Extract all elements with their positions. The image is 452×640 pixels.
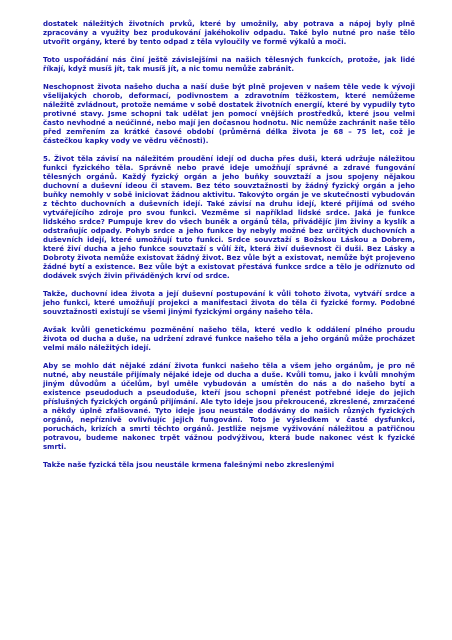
paragraph-8: Takže naše fyzická těla jsou neustále krmena falešnými nebo zkreslenými xyxy=(43,461,335,469)
paragraph-1: dostatek náležitých životních prvků, které by umožnily, aby potrava a nápoj byly plně zpracovány a využity bez produkování jakéhokoliv odpadu. Také bylo nutné pro naše tělo utvořit orgány, které by tento odpad z těla vyloučily ve formě výkalů a moči. xyxy=(43,20,415,46)
paragraph-6: Avšak kvůli genetickému pozměnění našeho těla, které vedlo k oddálení plného proudu života od ducha a duše, na udržení zdravé funkce našeho těla a jeho orgánů může procházet velmi málo náležitých idejí. xyxy=(43,326,415,352)
paragraph-7: Aby se mohlo dát nějaké zdání života funkci našeho těla a všem jeho orgánům, je pro ně nutné, aby neustále přijímaly nějaké ideje od ducha a duše. Kvůli tomu, jako i kvůli mnohým jiným důvodům a účelům, byl uměle vybudován a umístěn do nás a do našeho bytí a existence pseudoduch a pseudoduše, kteří jsou schopni přenést potřebné ideje do jejich příslušných fyzických orgánů přijímání. Ale tyto ideje jsou překroucené, zkreslené, zmrzačené a někdy úplně zfalšované. Tyto ideje jsou neustále dodávány do našich různých fyzických orgánů, nepříznivě ovlivňujíc jejich fungování. Toto je výsledkem v časté dysfunkci, poruchách, krizích a smrti těchto orgánů. Jestliže nejsme vyživování náležitou a patřičnou potravou, budeme nakonec trpět vážnou podvýživou, která bude nakonec vést k fyzické smrti. xyxy=(43,362,415,451)
document-body xyxy=(43,20,415,479)
paragraph-5: Takže, duchovní idea života a její duševní postupování k vůli tohoto života, vytváří srdce a jeho funkci, které umožňují projekci a manifestaci života do těla či fyzické formy. Podobné souvztažnosti existují se všemi jinými fyzickými orgány našeho těla. xyxy=(43,290,415,316)
paragraph-2: Toto uspořádání nás činí ještě závislejšími na našich tělesných funkcích, protože, jak lidé říkají, když musíš jít, tak musíš jít, a nic tomu nemůže zabránit. xyxy=(43,56,415,73)
paragraph-4: 5. Život těla závisí na náležitém proudění idejí od ducha přes duši, která udržuje náležitou funkci fyzického těla. Správně nebo pravé ideje umožňují správné a zdravé fungování tělesných orgánů. Každý fyzický orgán a jeho buňky souvztaží a jsou spojeny nějakou duchovní a duševní ideou či stavem. Bez této souvztažnosti by žádný fyzický orgán a jeho buňky nemohly v sobě iniciovat žádnou aktivitu. Takovýto orgán je ve skutečnosti vybudován z těchto duchovních a duševních idejí. Také závisí na druhu idejí, které přijímá od svého vytvářejícího zdroje pro svou funkci. Vezměme si například lidské srdce. Jaká je funkce lidského srdce? Pumpuje krev do všech buněk a orgánů těla, přivádějíc jim živiny a kyslík a odstraňujíc odpady. Pohyb srdce a jeho funkce by nebyly možné bez určitých duchovních a duševních idejí, které umožňují tuto funkci. Srdce souvztaží s Božskou Láskou a Dobrem, které živí ducha a jeho funkce souvztaží s vůlí žít, která živí duševnost či duši. Bez Lásky a Dobroty života nemůže existovat žádný život. Bez vůle být a existovat, nemůže být projeveno žádné bytí a existence. Bez vůle být a existovat přestává funkce srdce a tělo je odříznuto od dodávek svých živin přiváděných krví od srdce. xyxy=(43,155,415,280)
paragraph-3: Neschopnost života našeho ducha a naší duše být plně projeven v našem těle vede k vývoji všelijakých chorob, deformací, podivnostem a zdravotním těžkostem, které nemůžeme náležitě zvládnout, protože nemáme v sobě dostatek životních energií, které by vypudily tyto protivné stavy. Jsme schopni tak udělat jen pomocí vnějších prostředků, které jsou velmi často nevhodné a neúčinné, nebo mají jen dočasnou hodnotu. Nic nemůže zachránit naše tělo před zemřením za krátké časové období (průměrná délka života je 68 – 75 let, což je částečkou kapky vody ve vědru věčnosti). xyxy=(43,83,415,145)
